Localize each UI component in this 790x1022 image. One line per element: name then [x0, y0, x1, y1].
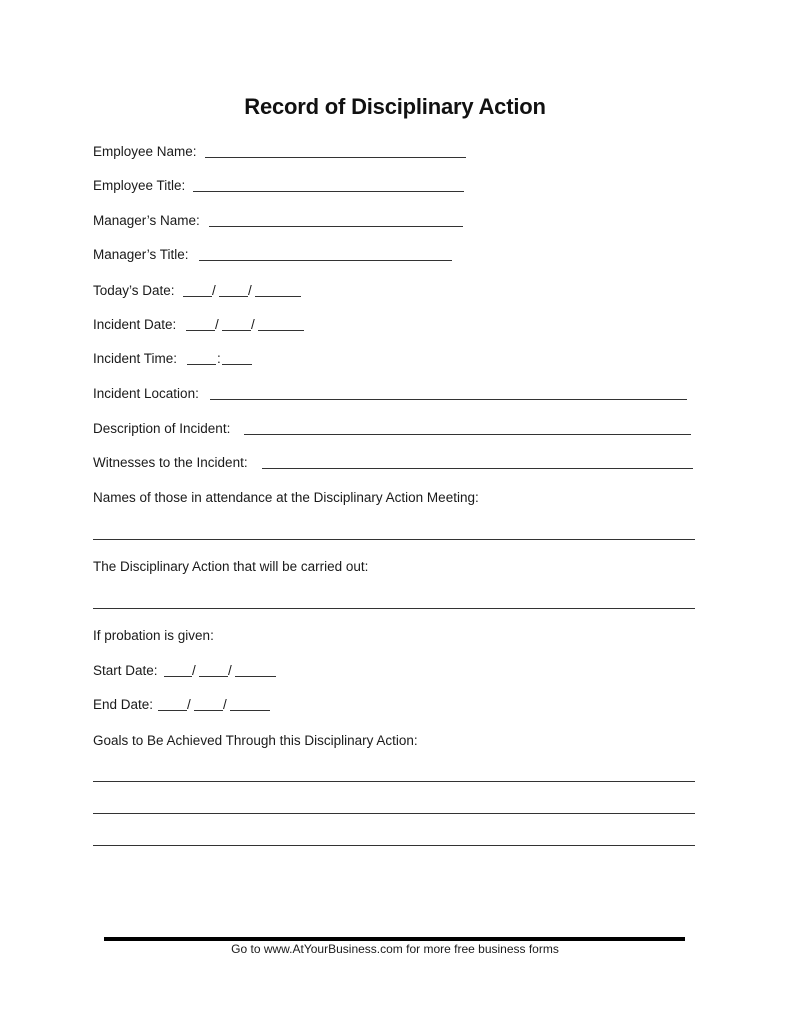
action-input[interactable] — [93, 608, 695, 609]
managers-title-field — [93, 245, 473, 265]
incident-date-field — [93, 315, 323, 335]
employee-name-input[interactable] — [205, 157, 466, 158]
employee-title-label: Employee Title: — [93, 178, 186, 193]
footer-text: Go to www.AtYourBusiness.com for more free business forms — [231, 942, 559, 956]
todays-date-month-input[interactable] — [183, 296, 212, 297]
attendance-label: Names of those in attendance at the Disciplinary Action Meeting: — [93, 490, 479, 505]
incident-date-label: Incident Date: — [93, 317, 177, 332]
end-date-year-input[interactable] — [230, 710, 270, 711]
date-separator: / — [228, 663, 232, 678]
incident-location-label: Incident Location: — [93, 386, 199, 401]
managers-title-label: Manager’s Title: — [93, 247, 189, 262]
time-separator: : — [217, 351, 221, 366]
goals-field — [93, 731, 418, 751]
start-date-field — [93, 661, 293, 681]
description-field — [93, 419, 693, 439]
managers-name-field — [93, 211, 473, 231]
todays-date-year-input[interactable] — [255, 296, 301, 297]
form-title: Record of Disciplinary Action — [244, 94, 546, 119]
incident-date-day-input[interactable] — [222, 330, 251, 331]
incident-time-field — [93, 349, 273, 369]
date-separator: / — [212, 283, 216, 298]
description-label: Description of Incident: — [93, 421, 231, 436]
witnesses-label: Witnesses to the Incident: — [93, 455, 248, 470]
todays-date-field — [93, 281, 323, 301]
date-separator: / — [223, 697, 227, 712]
managers-title-input[interactable] — [199, 260, 452, 261]
incident-location-input[interactable] — [210, 399, 687, 400]
description-input[interactable] — [244, 434, 691, 435]
footer-divider — [104, 937, 685, 941]
witnesses-input[interactable] — [262, 468, 693, 469]
date-separator: / — [187, 697, 191, 712]
start-date-label: Start Date: — [93, 663, 158, 678]
goals-label: Goals to Be Achieved Through this Disciplinary Action: — [93, 733, 418, 748]
todays-date-label: Today’s Date: — [93, 283, 175, 298]
probation-label: If probation is given: — [93, 628, 214, 643]
employee-name-field — [93, 142, 473, 162]
managers-name-input[interactable] — [209, 226, 463, 227]
end-date-field — [93, 695, 293, 715]
end-date-month-input[interactable] — [158, 710, 187, 711]
probation-heading — [93, 626, 214, 646]
goals-input-line-1[interactable] — [93, 781, 695, 782]
incident-date-year-input[interactable] — [258, 330, 304, 331]
date-separator: / — [192, 663, 196, 678]
end-date-day-input[interactable] — [194, 710, 223, 711]
start-date-day-input[interactable] — [199, 676, 228, 677]
date-separator: / — [248, 283, 252, 298]
incident-time-minute-input[interactable] — [222, 364, 252, 365]
witnesses-field — [93, 453, 695, 473]
managers-name-label: Manager’s Name: — [93, 213, 200, 228]
incident-time-hour-input[interactable] — [187, 364, 216, 365]
start-date-month-input[interactable] — [164, 676, 192, 677]
attendance-field — [93, 488, 479, 508]
date-separator: / — [215, 317, 219, 332]
goals-input-line-2[interactable] — [93, 813, 695, 814]
action-field — [93, 557, 368, 577]
incident-location-field — [93, 384, 693, 404]
end-date-label: End Date: — [93, 697, 154, 712]
goals-input-line-3[interactable] — [93, 845, 695, 846]
employee-title-input[interactable] — [193, 191, 464, 192]
incident-date-month-input[interactable] — [186, 330, 215, 331]
incident-time-label: Incident Time: — [93, 351, 178, 366]
date-separator: / — [251, 317, 255, 332]
employee-name-label: Employee Name: — [93, 144, 197, 159]
attendance-input[interactable] — [93, 539, 695, 540]
todays-date-day-input[interactable] — [219, 296, 248, 297]
action-label: The Disciplinary Action that will be carried out: — [93, 559, 369, 574]
employee-title-field — [93, 176, 473, 196]
start-date-year-input[interactable] — [235, 676, 276, 677]
